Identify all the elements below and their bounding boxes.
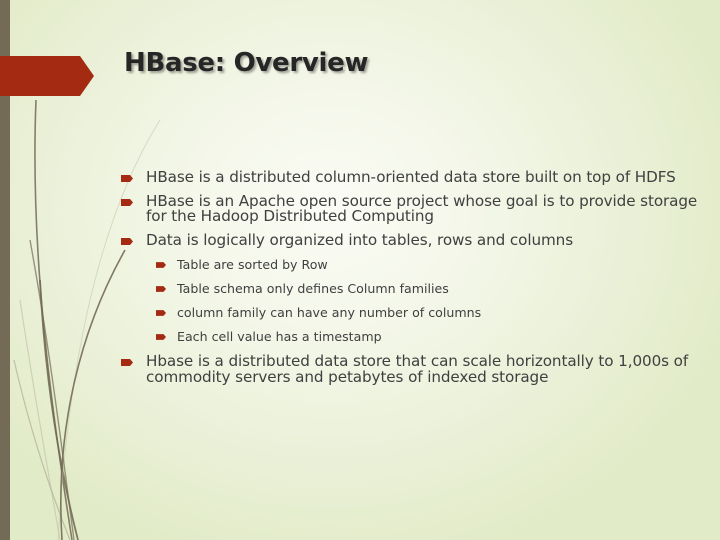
- arrow-bullet-icon: [121, 359, 133, 366]
- arrow-bullet-icon: [121, 238, 133, 245]
- bullet-item: [120, 354, 700, 385]
- arrow-bullet-icon: [156, 334, 166, 340]
- arrow-bullet-icon: [121, 199, 133, 206]
- arrow-bullet-icon: [156, 286, 166, 292]
- bullet-text: Hbase is a distributed data store that can scale horizontally to 1,000s of commodity servers and petabytes of indexed storage: [146, 352, 689, 386]
- bullet-text: HBase is a distributed column-oriented data store built on top of HDFS: [146, 168, 676, 186]
- arrow-bullet-icon: [156, 262, 166, 268]
- bullet-text: Table schema only defines Column families: [177, 281, 449, 296]
- sub-bullet-item: [120, 282, 700, 296]
- bullet-text: Table are sorted by Row: [177, 257, 328, 272]
- bullet-item: [120, 230, 700, 249]
- title-banner-arrow: [0, 56, 94, 96]
- bullet-text: column family can have any number of columns: [177, 305, 482, 320]
- bullet-item: [120, 170, 700, 186]
- slide-title: HBase: Overview: [124, 48, 369, 78]
- arrow-bullet-icon: [156, 310, 166, 316]
- bullet-text: Each cell value has a timestamp: [177, 329, 382, 344]
- sub-bullet-item: [120, 258, 700, 272]
- bullet-text: HBase is an Apache open source project whose goal is to provide storage for the Hadoop Distributed Computing: [146, 191, 698, 225]
- sub-bullet-item: [120, 306, 700, 320]
- bullet-text: Data is logically organized into tables, rows and columns: [146, 230, 574, 249]
- bullet-list: [120, 170, 700, 393]
- arrow-bullet-icon: [121, 175, 133, 182]
- sub-bullet-item: [120, 330, 700, 344]
- bullet-item: [120, 191, 700, 225]
